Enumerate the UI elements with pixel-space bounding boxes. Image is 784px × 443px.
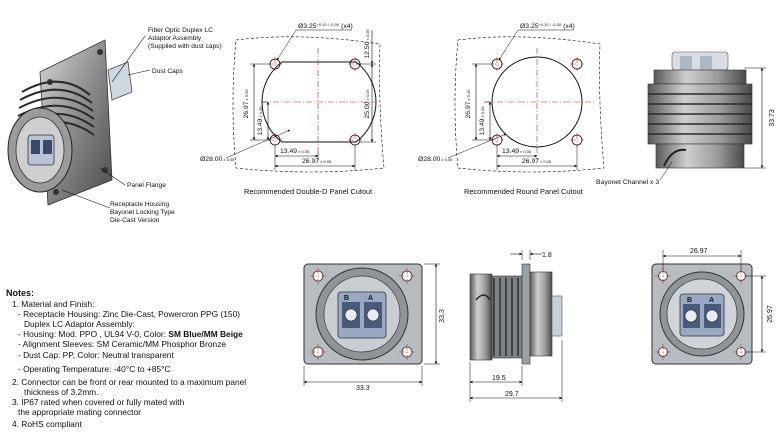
rear-height: 26.97 (767, 305, 774, 323)
note-4: 4. RoHS compliant (12, 419, 82, 430)
dd-half-height-dimension: 13.49± 0.05 (257, 106, 264, 136)
connector-3d-illustration (8, 40, 132, 205)
note-1e: - Dust Cap: PP, Color: Neutral transparent (18, 349, 174, 360)
notes-title: Notes: (6, 288, 35, 298)
front-view-drawing (304, 264, 422, 364)
adaptor-label: Fiber Optic Duplex LC Adaptor Assembly (Supplied with dust caps) (148, 27, 222, 50)
front-pos-b: B (344, 295, 350, 302)
note-1: 1. Material and Finish: (12, 299, 95, 310)
rear-width: 26.97 (690, 248, 708, 255)
dd-half-width-dimension: 13.49± 0.05 (280, 148, 310, 155)
note-3a: 3. IP67 rated when covered or fully mated with (12, 396, 185, 407)
rear-view-drawing (652, 264, 752, 364)
side-depth-total: 29.7 (505, 391, 519, 398)
dd-flat-dimension: 12.50± 0.05 (364, 29, 371, 59)
front-width: 33.3 (356, 385, 370, 392)
note-1c-text: - Housing: Mod. PPO , UL94 V-0, Color: (18, 329, 169, 340)
dd-diameter-dimension: Ø28.00± 0.05 (200, 156, 235, 163)
note-1c (6, 329, 306, 339)
dd-flats-dimension: 25.00± 0.05 (364, 89, 371, 119)
rear-pos-a: A (709, 297, 715, 304)
note-1c-color: SM Blue/MM Beige (168, 329, 243, 340)
round-caption: Recommended Round Panel Cutout (464, 187, 583, 196)
side-photo-height: 33.73 (769, 109, 776, 127)
note-1f: - Operating Temperature: -40°C to +85°C (18, 363, 171, 374)
round-hole-dimension: $Ø3.25^{+0.10 / -0.00}$ (x4) (520, 22, 575, 30)
side-flange-thickness: 1.8 (542, 252, 552, 259)
notes-section (6, 288, 306, 429)
round-half-width-dimension: 13.49± 0.05 (502, 148, 532, 155)
round-height-dimension: 26.97± 0.05 (465, 89, 472, 119)
front-pos-a: A (368, 295, 374, 302)
note-1d: - Alignment Sleeves: SM Ceramic/MM Phosphor Bronze (18, 339, 227, 350)
dd-width-dimension: 26.97± 0.05 (302, 158, 332, 165)
note-3b: the appropriate mating connector (18, 407, 141, 418)
double-d-caption: Recommended Double-D Panel Cutout (244, 187, 373, 196)
note-2b: thickness of 3.2mm. (24, 386, 99, 397)
front-height: 33.3 (439, 309, 446, 323)
dd-hole-dimension: $Ø3.25^{+0.10 / -0.00}$ (x4) (298, 22, 353, 30)
dust-caps-label: Dust Caps (152, 68, 183, 75)
rear-pos-b: B (687, 297, 693, 304)
round-width-dimension: 26.97± 0.05 (522, 158, 552, 165)
connector-side-photo (648, 52, 752, 168)
receptacle-label: Receptacle Housing Bayonet Locking Type Die-Cast Version (110, 201, 175, 224)
note-1a: - Receptacle Housing: Zinc Die-Cast, Powercron PPG (150) (18, 309, 241, 320)
round-diameter-dimension: Ø28.00± 0.05 (418, 156, 453, 163)
bayonet-channel-label: Bayonet Channel x 3 (596, 179, 660, 186)
round-half-height-dimension: 13.49± 0.05 (479, 106, 486, 136)
note-2a: 2. Connector can be front or rear mounted to a maximum panel (12, 376, 247, 387)
dd-height-dimension: 26.97± 0.05 (243, 89, 250, 119)
panel-flange-label: Panel Flange (127, 182, 166, 189)
side-view-drawing (470, 264, 562, 364)
side-depth-front: 19.5 (492, 375, 506, 382)
note-1b: Duplex LC Adaptor Assembly: (24, 319, 135, 330)
